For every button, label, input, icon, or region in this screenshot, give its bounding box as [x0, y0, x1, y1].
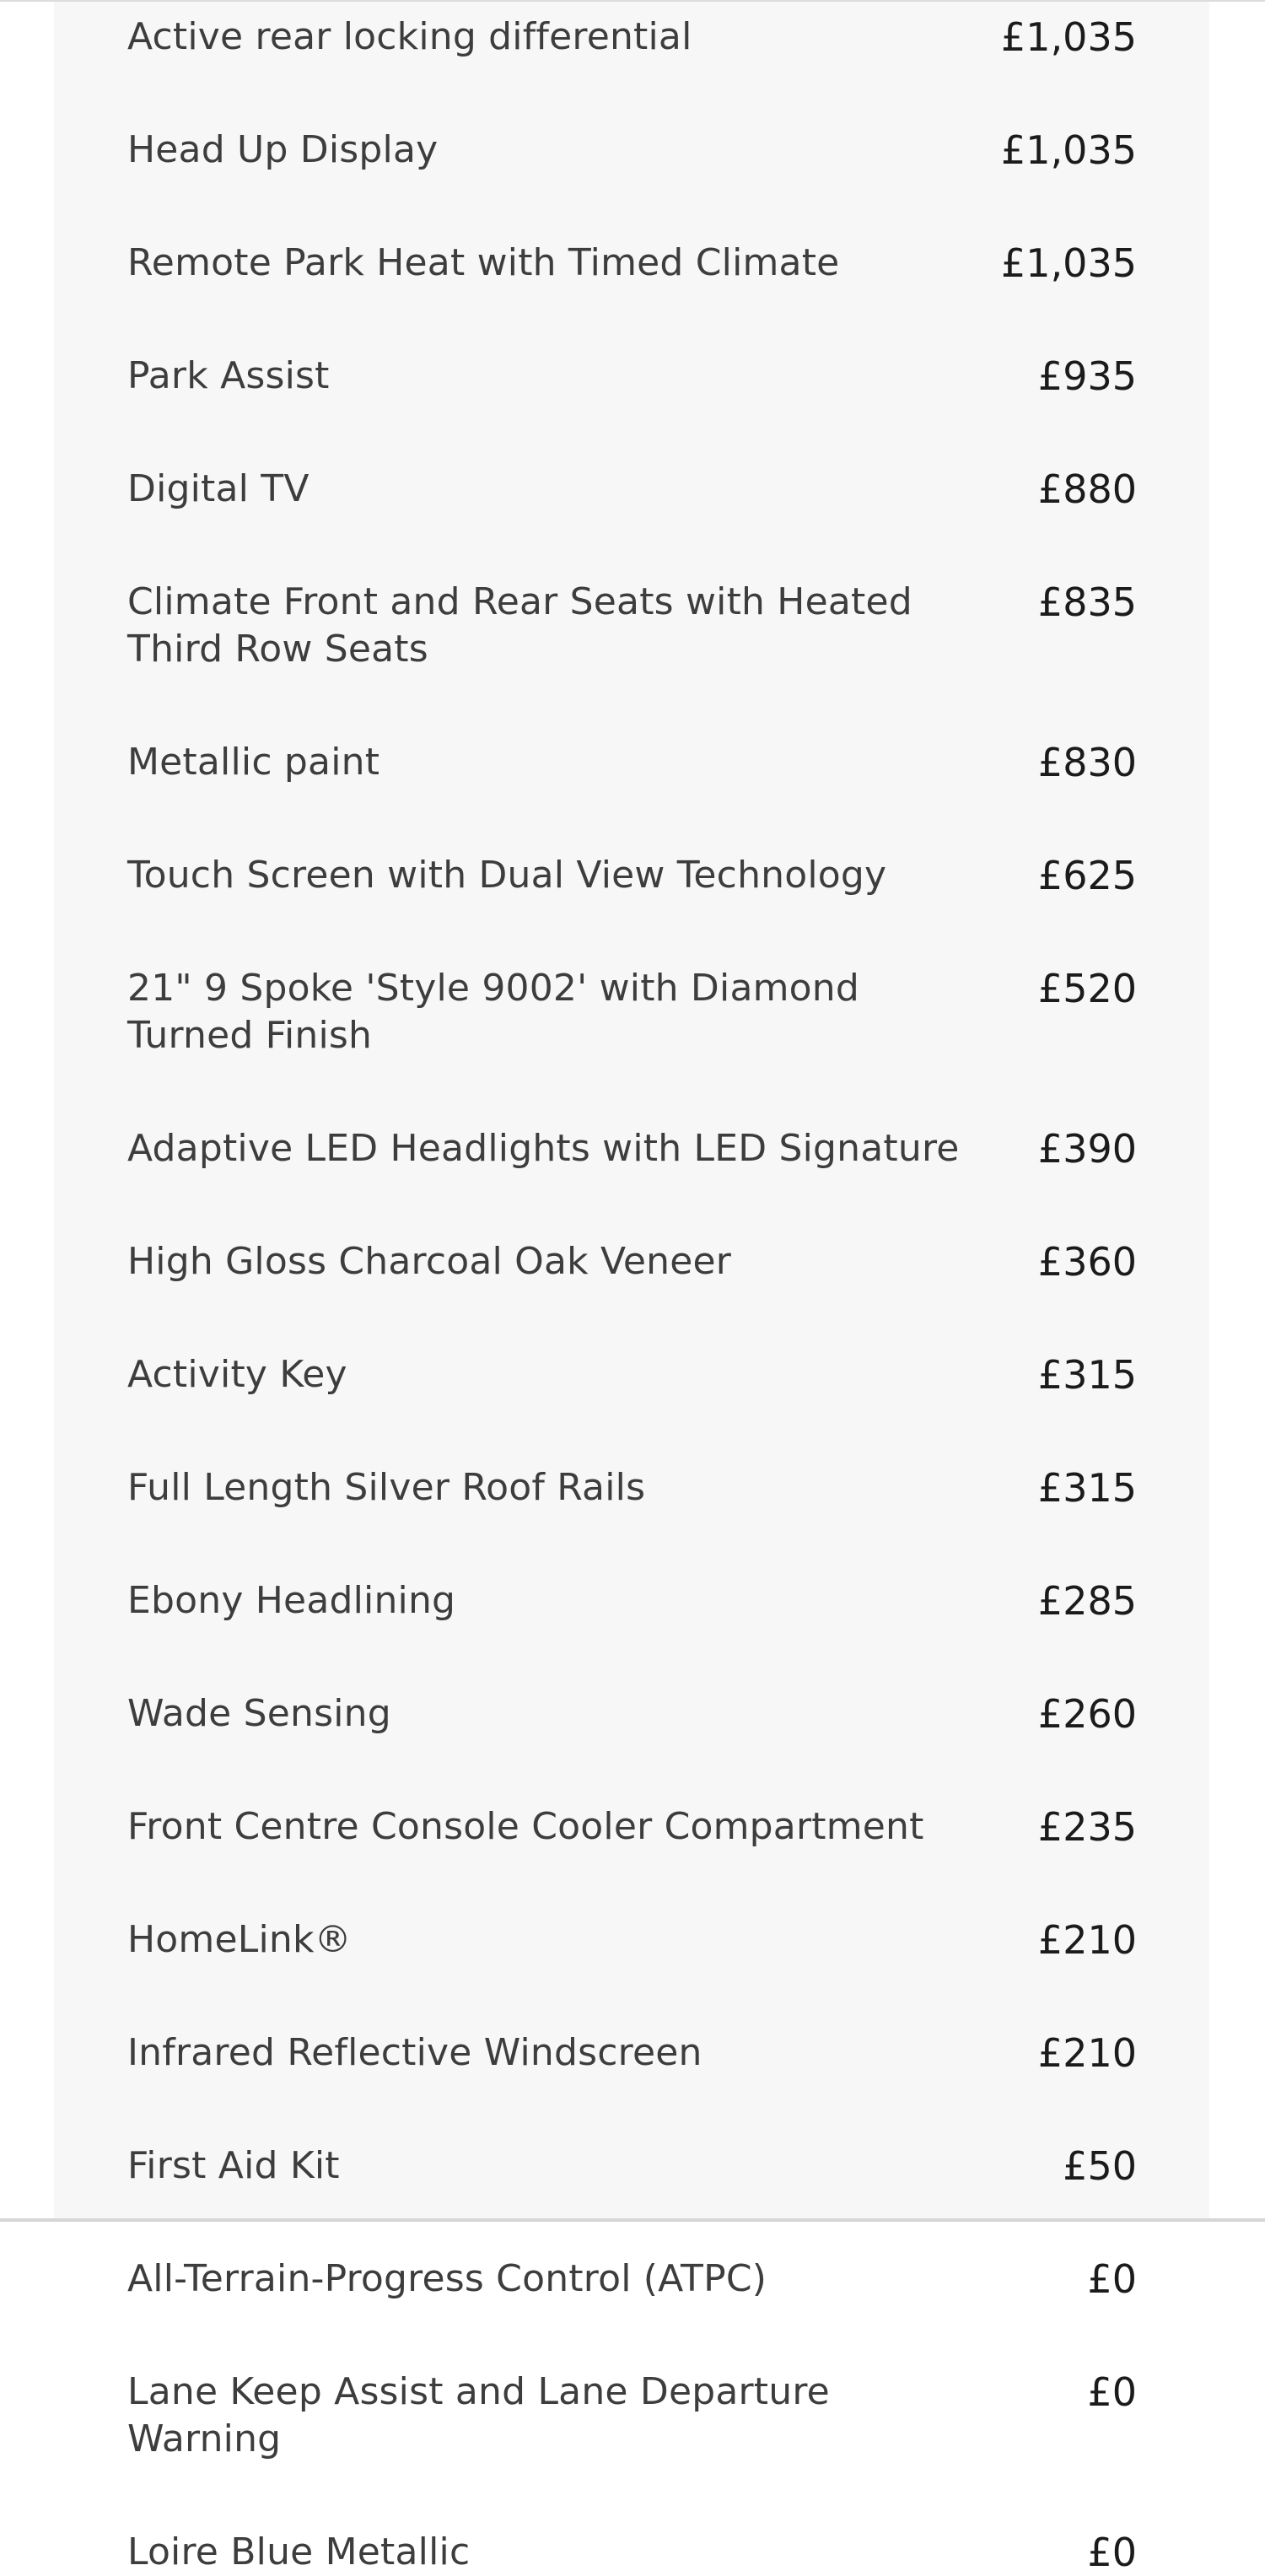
option-price: £880 [1037, 466, 1137, 512]
option-price: £1,035 [1001, 14, 1137, 60]
option-price: £360 [1037, 1239, 1137, 1285]
option-price: £835 [1037, 579, 1137, 625]
option-price: £0 [1087, 2369, 1137, 2415]
option-price: £210 [1037, 1917, 1137, 1963]
option-name: Adaptive LED Headlights with LED Signature [127, 1127, 960, 1170]
option-name: Park Assist [127, 354, 330, 397]
option-row [127, 739, 1137, 786]
option-price: £50 [1063, 2143, 1137, 2189]
option-row [127, 13, 1137, 61]
option-row [127, 2369, 1137, 2463]
option-price: £390 [1037, 1126, 1137, 1172]
option-name: Loire Blue Metallic [127, 2530, 471, 2573]
option-name: Remote Park Heat with Timed Climate [127, 241, 840, 284]
option-name: All-Terrain-Progress Control (ATPC) [127, 2257, 767, 2300]
option-price: £0 [1087, 2530, 1137, 2575]
option-row [127, 1916, 1137, 1964]
option-price: £830 [1037, 740, 1137, 785]
option-row [127, 1351, 1137, 1398]
option-name: Active rear locking differential [127, 15, 692, 58]
bottom-divider [0, 2218, 1265, 2222]
option-name: Infrared Reflective Windscreen [127, 2031, 702, 2074]
option-price: £315 [1037, 1465, 1137, 1511]
option-row [127, 1803, 1137, 1851]
options-price-list [127, 13, 1137, 2576]
option-row [127, 466, 1137, 513]
option-price: £260 [1037, 1691, 1137, 1737]
option-price: £625 [1037, 853, 1137, 898]
option-price: £1,035 [1001, 240, 1137, 286]
option-row [127, 1238, 1137, 1285]
option-price: £210 [1037, 2030, 1137, 2076]
option-name: First Aid Kit [127, 2144, 340, 2187]
option-name: High Gloss Charcoal Oak Veneer [127, 1240, 732, 1283]
option-name: 21" 9 Spoke 'Style 9002' with Diamond Turned Finish [127, 967, 859, 1057]
option-row [127, 2029, 1137, 2077]
option-row [127, 1690, 1137, 1738]
option-name: Lane Keep Assist and Lane Departure Warning [127, 2370, 830, 2460]
option-name: Full Length Silver Roof Rails [127, 1466, 646, 1509]
option-price: £935 [1037, 353, 1137, 399]
option-row [127, 579, 1137, 673]
option-row [127, 965, 1137, 1059]
option-row [127, 1464, 1137, 1512]
option-row [127, 127, 1137, 174]
option-row [127, 852, 1137, 899]
option-row [127, 2142, 1137, 2190]
option-price: £0 [1087, 2256, 1137, 2302]
option-name: Touch Screen with Dual View Technology [127, 854, 887, 897]
option-row [127, 240, 1137, 287]
option-row [127, 353, 1137, 400]
option-name: Wade Sensing [127, 1692, 391, 1735]
option-name: Digital TV [127, 467, 310, 510]
option-name: HomeLink® [127, 1918, 352, 1961]
option-name: Activity Key [127, 1353, 347, 1396]
option-price: £315 [1037, 1352, 1137, 1398]
option-name: Front Centre Console Cooler Compartment [127, 1805, 924, 1848]
option-name: Climate Front and Rear Seats with Heated Third Row Seats [127, 580, 912, 671]
option-row [127, 1577, 1137, 1625]
option-price: £520 [1037, 966, 1137, 1011]
option-price: £285 [1037, 1578, 1137, 1624]
option-price: £1,035 [1001, 127, 1137, 173]
option-price: £235 [1037, 1804, 1137, 1850]
option-row [127, 1125, 1137, 1172]
option-name: Metallic paint [127, 741, 380, 784]
option-row [127, 2529, 1137, 2576]
option-name: Ebony Headlining [127, 1579, 456, 1622]
option-row [127, 2255, 1137, 2303]
option-name: Head Up Display [127, 128, 439, 171]
